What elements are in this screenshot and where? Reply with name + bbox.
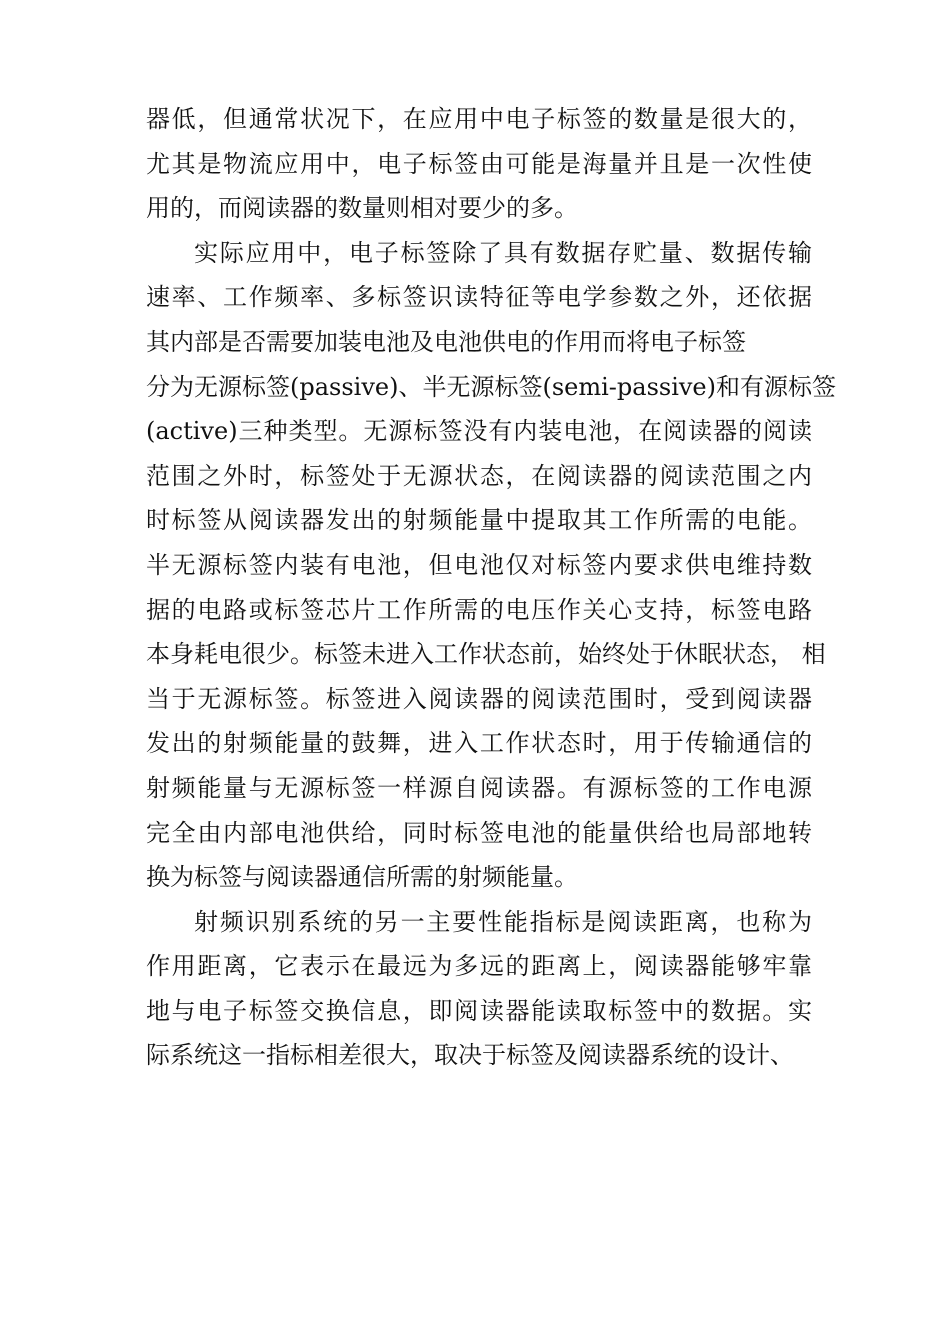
text-line: 速率、工作频率、多标签识读特征等电学参数之外，还依据: [146, 283, 812, 312]
text-line: 半无源标签内装有电池，但电池仅对标签内要求供电维持数: [146, 550, 812, 579]
text-line: 完全由内部电池供给，同时标签电池的能量供给也局部地转: [146, 818, 812, 847]
text-line: 本身耗电很少。标签未进入工作状态前，始终处于休眠状态， 相: [146, 640, 826, 669]
text-line: (active)三种类型。无源标签没有内装电池，在阅读器的阅读: [146, 417, 812, 446]
text-line: 据的电路或标签芯片工作所需的电压作关心支持，标签电路: [146, 595, 812, 624]
text-line: 作用距离，它表示在最远为多远的距离上，阅读器能够牢靠: [146, 952, 812, 981]
text-line: 实际应用中，电子标签除了具有数据存贮量、数据传输: [194, 238, 812, 267]
text-line: 尤其是物流应用中，电子标签由可能是海量并且是一次性使: [146, 149, 812, 178]
text-line: 分为无源标签(passive)、半无源标签(semi-passive)和有源标签: [146, 372, 836, 401]
text-line: 范围之外时，标签处于无源状态，在阅读器的阅读范围之内: [146, 461, 812, 490]
text-line: 其内部是否需要加装电池及电池供电的作用而将电子标签: [146, 327, 746, 356]
text-line: 当于无源标签。标签进入阅读器的阅读范围时，受到阅读器: [146, 684, 812, 713]
text-line: 用的，而阅读器的数量则相对要少的多。: [146, 194, 578, 223]
text-line: 射频能量与无源标签一样源自阅读器。有源标签的工作电源: [146, 773, 812, 802]
body-text: [146, 97, 836, 1078]
text-line: 换为标签与阅读器通信所需的射频能量。: [146, 863, 578, 892]
text-line: 射频识别系统的另一主要性能指标是阅读距离，也称为: [194, 907, 812, 936]
text-line: 器低，但通常状况下，在应用中电子标签的数量是很大的，: [146, 105, 812, 133]
text-line: 时标签从阅读器发出的射频能量中提取其工作所需的电能。: [146, 506, 812, 535]
text-line: 际系统这一指标相差很大，取决于标签及阅读器系统的设计、: [146, 1041, 794, 1070]
text-line: 地与电子标签交换信息，即阅读器能读取标签中的数据。实: [146, 996, 812, 1025]
text-line: 发出的射频能量的鼓舞，进入工作状态时，用于传输通信的: [146, 729, 812, 758]
